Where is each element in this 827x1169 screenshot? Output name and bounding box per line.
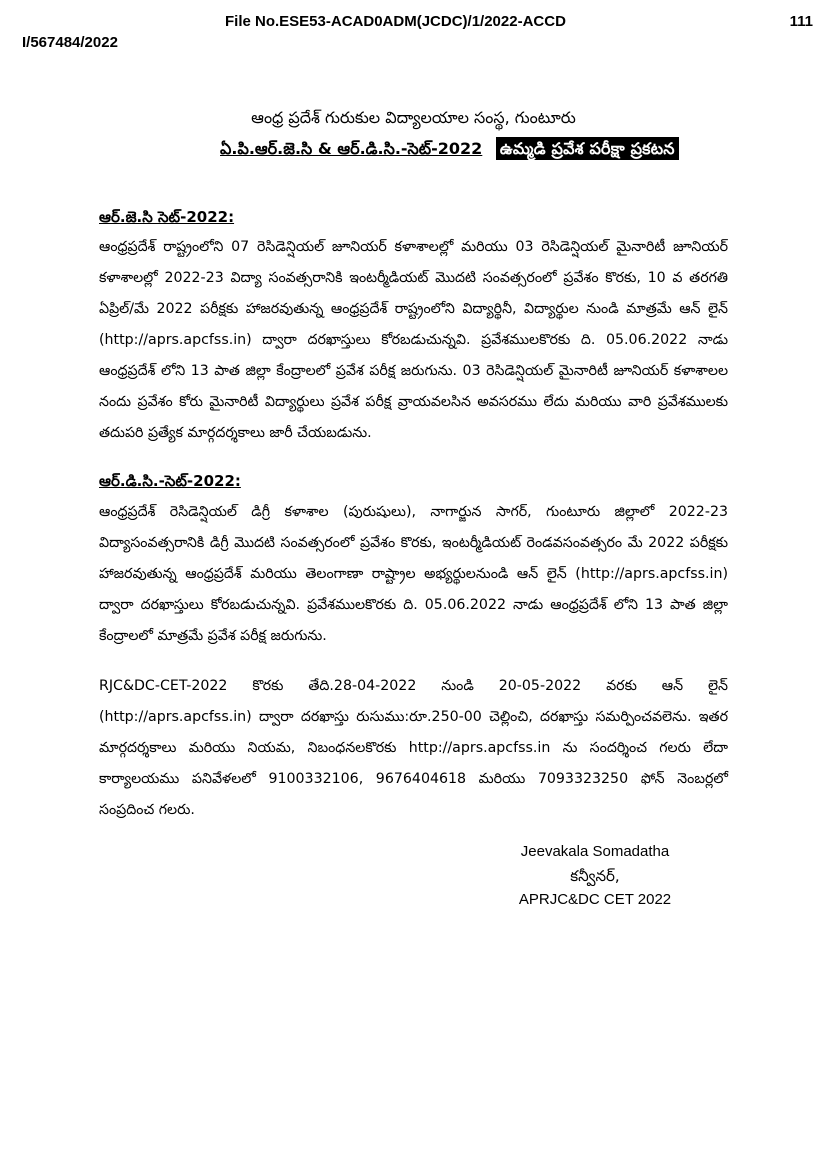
general-instructions-body: RJC&DC-CET-2022 కొరకు తేది.28-04-2022 నుండి 20-05-2022 వరకు ఆన్ లైన్ (http://aprs.apcfss.in) ద్వారా దరఖాస్తు రుసుము:రూ.250-00 చెల్లించి, దరఖాస్తు సమర్పించవలెను. ఇతర మార్గదర్శకాలు మరియు నియమ, నిబంధనలకొరకు http://aprs.apcfss.in ను సందర్శించ గలరు లేదా కార్యాలయము పనివేళలలో 9100332106, 9676404618 మరియు 7093323250 ఫోన్ నెంబర్లలో సంప్రదించ గలరు.	[99, 678, 728, 818]
signatory-office: APRJC&DC CET 2022	[518, 891, 672, 908]
notice-type-label: ఉమ్మడి ప్రవేశ పరీక్షా ప్రకటన	[496, 137, 679, 160]
file-number: File No.ESE53-ACAD0ADM(JCDC)/1/2022-ACCD	[225, 13, 566, 30]
reference-number: I/567484/2022	[22, 34, 118, 51]
notice-subject-line	[220, 139, 679, 162]
rdc-section-heading: ఆర్.డి.సి.-సెట్-2022:	[99, 472, 241, 490]
organization-title: ఆంధ్ర ప్రదేశ్ గురుకుల విద్యాలయాల సంస్థ, గుంటూరు	[251, 108, 576, 127]
signatory-designation: కన్వీనర్,	[570, 867, 620, 885]
rdc-section-body: ఆంధ్రప్రదేశ్ రెసిడెన్షియల్ డిగ్రీ కళాశాల (పురుషులు), నాగార్జున సాగర్, గుంటూరు జిల్లాలో 2022-23 విద్యాసంవత్సరానికి డిగ్రీ మొదటి సంవత్సరంలో ప్రవేశం కొరకు, ఇంటర్మీడియట్ రెండవసంవత్సరం మే 2022 పరీక్షకు హాజరవుతున్న ఆంధ్రప్రదేశ్ మరియు తెలంగాణా రాష్ట్రాల అభ్యర్థులనుండి ఆన్ లైన్ (http://aprs.apcfss.in) ద్వారా దరఖాస్తులు కోరబడుచున్నవి. ప్రవేశములకొరకు ది. 05.06.2022 నాడు ఆంధ్రప్రదేశ్ లోని 13 పాత జిల్లా కేంద్రాలలో మాత్రమే ప్రవేశ పరీక్ష జరుగును.	[99, 504, 728, 644]
signatory-name: Jeevakala Somadatha	[520, 843, 670, 860]
page-number: 111	[789, 13, 813, 30]
rjc-section-body: ఆంధ్రప్రదేశ్ రాష్ట్రంలోని 07 రెసిడెన్షియల్ జూనియర్ కళాశాలల్లో మరియు 03 రెసిడెన్షియల్ మైనారిటీ జూనియర్ కళాశాలల్లో 2022-23 విద్యా సంవత్సరానికి ఇంటర్మీడియట్ మొదటి సంవత్సరంలో ప్రవేశం కొరకు, 10 వ తరగతి ఏప్రిల్/మే 2022 పరీక్షకు హాజరవుతున్న ఆంధ్రప్రదేశ్ రాష్ట్రంలోని విద్యార్థినీ, విద్యార్థుల నుండి మాత్రమే ఆన్ లైన్ (http://aprs.apcfss.in) ద్వారా దరఖాస్తులు కోరబడుచున్నవి. ప్రవేశములకొరకు ది. 05.06.2022 నాడు ఆంధ్రప్రదేశ్ లోని 13 పాత జిల్లా కేంద్రాలలో ప్రవేశ పరీక్ష జరుగును. 03 రెసిడెన్షియల్ మైనారిటీ జూనియర్ కళాశాలల నందు ప్రవేశం కోరు మైనారిటీ విద్యార్థులు ప్రవేశ పరీక్ష వ్రాయవలసిన అవసరము లేదు మరియు వారి ప్రవేశములకు తదుపరి ప్రత్యేక మార్గదర్శకాలు జారీ చేయబడును.	[99, 239, 728, 441]
signature-block	[480, 840, 710, 912]
notice-subject: ఏ.పి.ఆర్.జె.సి & ఆర్.డి.సి.-సెట్-2022	[220, 139, 483, 158]
rjc-section-heading: ఆర్.జె.సి సెట్-2022:	[99, 208, 235, 226]
